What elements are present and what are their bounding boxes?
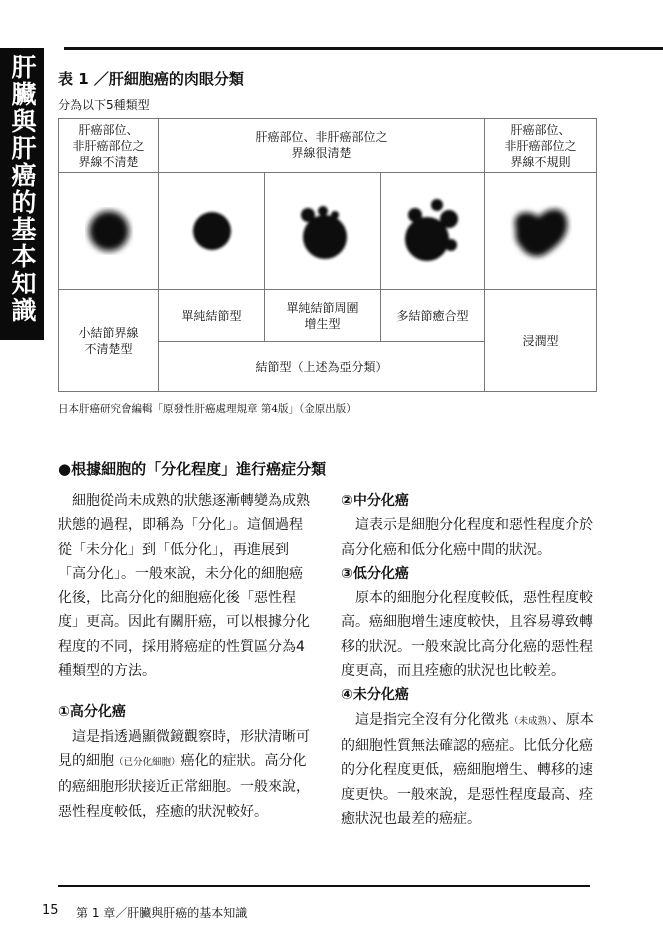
type-simple-nodule: 單純結節型: [159, 290, 265, 342]
header-irregular: 肝癌部位、 非肝癌部位之 界線不規則: [485, 119, 597, 173]
nodular-type-note: 結節型（上述為亞分類）: [159, 342, 485, 392]
right-column: [341, 489, 599, 831]
tumor-multinodular-illustration: [391, 189, 475, 273]
paragraph-poorly-differentiated: 原本的細胞分化程度較低，惡性程度較高。癌細胞增生速度較快，且容易導致轉移的狀況。一般來說比高分化癌的惡性程度更高，而且痊癒的狀況也比較差。: [341, 590, 593, 680]
tumor-unclear-nodule-illustration: [74, 196, 144, 266]
page-number: 15: [42, 903, 59, 918]
type-nodule-with-growth: 單純結節周圍 增生型: [265, 290, 381, 342]
side-chapter-tab: [0, 48, 44, 340]
table-title: 表 1 ／肝細胞癌的肉眼分類: [58, 70, 244, 88]
type-infiltrative: 浸潤型: [485, 290, 597, 392]
paragraph-moderately-differentiated: 這表示是細胞分化程度和惡性程度介於高分化癌和低分化癌中間的狀況。: [341, 517, 593, 558]
illustration-cell-3: [265, 173, 381, 290]
heading-undifferentiated: ④未分化癌: [341, 687, 409, 704]
tumor-infiltrative-illustration: [499, 189, 583, 273]
tumor-simple-nodule-illustration: [177, 196, 247, 266]
header-clear: 肝癌部位、非肝癌部位之 界線很清楚: [159, 119, 485, 173]
bottom-rule: [58, 885, 590, 887]
note-differentiated-cells: （已分化細胞）: [114, 756, 181, 768]
paragraph-well-differentiated: 這是指透過顯微鏡觀察時，形狀清晰可見的細胞（已分化細胞）癌化的症狀。高分化的癌細胞形狀接近正常細胞。一般來說，惡性程度較低，痊癒的狀況較好。: [58, 728, 310, 820]
illustration-cell-4: [381, 173, 485, 290]
left-column: [58, 489, 312, 824]
note-immature: （未成熟）: [509, 715, 552, 727]
intro-paragraph: 細胞從尚未成熟的狀態逐漸轉變為成熟狀態的過程，即稱為「分化」。這個過程從「未分化」到「低分化」，再進展到「高分化」。一般來說，未分化的細胞癌化後，比高分化的細胞癌化後「惡性程度」更高。因此有關肝癌，可以根據分化程度的不同，採用將癌症的性質區分為4種類型的方法。: [58, 493, 310, 680]
type-unclear-nodule: 小結節界線 不清楚型: [59, 290, 159, 392]
heading-well-differentiated: ①高分化癌: [58, 704, 126, 721]
illustration-cell-5: [485, 173, 597, 290]
heading-moderately-differentiated: ②中分化癌: [341, 493, 409, 509]
tumor-nodule-with-growth-illustration: [283, 191, 363, 271]
section-title: ●根據細胞的「分化程度」進行癌症分類: [58, 460, 327, 478]
paragraph-undifferentiated: 這是指完全沒有分化徵兆（未成熟）、原本的細胞性質無法確認的癌症。比低分化癌的分化程度更低，癌細胞增生、轉移的速度更快。一般來說，是惡性程度最高、痊癒狀況也最差的癌症。: [341, 711, 594, 827]
table-subtitle: 分為以下5種類型: [58, 98, 150, 112]
heading-poorly-differentiated: ③低分化癌: [341, 565, 409, 582]
top-rule: [64, 47, 663, 50]
running-title: 第 1 章／肝臟與肝癌的基本知識: [76, 906, 248, 920]
classification-table: [58, 118, 597, 392]
header-unclear: 肝癌部位、 非肝癌部位之 界線不清楚: [59, 119, 159, 173]
type-multinodular: 多結節癒合型: [381, 290, 485, 342]
side-chapter-label: 肝臟與肝癌的基本知識: [8, 54, 37, 324]
illustration-cell-1: [59, 173, 159, 290]
table-source: 日本肝癌研究會編輯「原發性肝癌處理規章 第4版」（金原出版）: [58, 403, 357, 415]
illustration-cell-2: [159, 173, 265, 290]
